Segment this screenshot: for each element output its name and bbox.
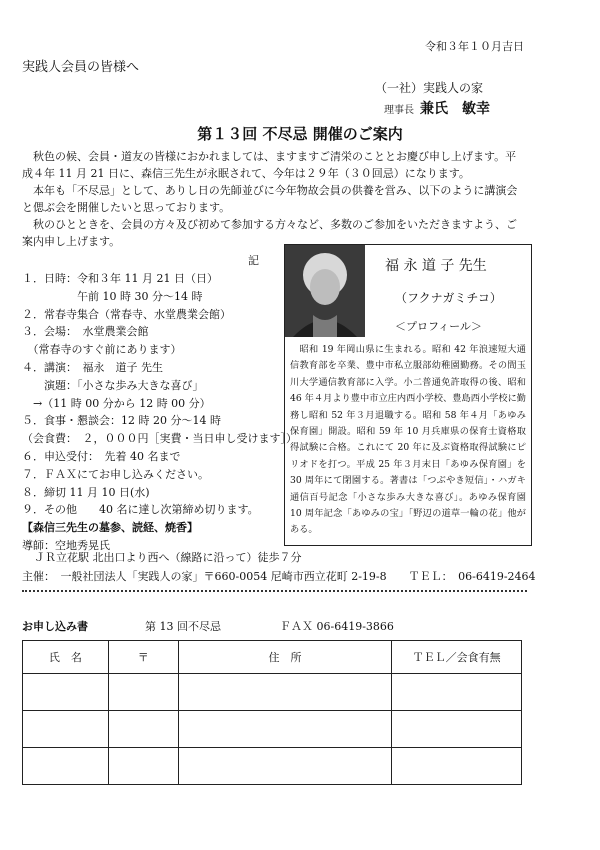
- address-cell[interactable]: [178, 748, 392, 785]
- postal-cell[interactable]: [108, 748, 178, 785]
- profile-label: ＜プロフィール＞: [395, 320, 482, 333]
- intro-text: 秋色の候、会員・道友の皆様におかれましては、ますますご清栄のこととお慶び申し上げます。平成４年 11 月 21 日に、森信三先生が永眠されて、今年は２９年（３０回忌）になります。 本年も「不尽忌」として、ありし日の先師並びに今年物故会員の供養を営み、以下のように講演会と偲ぶ会を開催したいと思っております。 秋のひとときを、会員の方々及び初めて参加する方々など、多数のご参加をいただきますよう、ご案内申し上げます。: [22, 150, 518, 248]
- detail-line: ９．その他 40 名に達し次第締め切ります。: [22, 503, 259, 517]
- detail-line: ３．会場： 水堂農業会館: [22, 325, 149, 339]
- detail-line: （会食費： ２，０００円［実費・当日申し受けます］）: [22, 432, 297, 446]
- detail-line: １．日時：令和３年 11 月 21 日（日）: [22, 272, 218, 285]
- detail-line: ２．常春寺集合（常春寺、水堂農業会館）: [22, 307, 231, 321]
- page-title: 第１３回 不尽忌 開催のご案内: [197, 125, 403, 143]
- tel-cell[interactable]: [392, 748, 522, 785]
- form-fax: ＦＡＸ 06-6419-3866: [280, 620, 394, 633]
- cut-line: [22, 590, 527, 592]
- detail-line: （常春寺のすぐ前にあります）: [22, 343, 182, 357]
- detail-line: ４．講演： 福永 道子 先生: [22, 360, 163, 374]
- details-list: [22, 270, 297, 555]
- access-info: ＪＲ立花駅 北出口より西へ（線路に沿って）徒歩７分: [34, 551, 302, 564]
- table-row: [23, 748, 522, 785]
- detail-line: 演題：「小さな歩み大きな喜び」: [22, 378, 204, 392]
- recipient: 実践人会員の皆様へ: [22, 60, 140, 75]
- detail-line: 【森信三先生の墓参、読経、焼香】: [22, 521, 198, 535]
- form-heading: お申し込み書: [22, 620, 88, 633]
- host-info: 主催： 一般社団法人「実践人の家」〒660-0054 尼崎市西立花町 2-19-8 ＴＥＬ： 06-6419-2464: [22, 570, 536, 583]
- chair-name: 兼氏 敏幸: [420, 101, 490, 117]
- organization: （一社）実践人の家: [375, 81, 484, 95]
- column-header: 氏 名: [23, 641, 109, 674]
- detail-line: 午前 10 時 30 分～14 時: [22, 289, 203, 303]
- speaker-photo: [285, 245, 365, 337]
- table-row: [23, 711, 522, 748]
- name-cell[interactable]: [23, 748, 109, 785]
- column-header: 住 所: [178, 641, 392, 674]
- address-cell[interactable]: [178, 674, 392, 711]
- detail-line: →（11 時 00 分から 12 時 00 分）: [22, 396, 211, 410]
- table-header-row: [23, 641, 522, 674]
- application-table: [22, 640, 522, 785]
- tel-cell[interactable]: [392, 711, 522, 748]
- speaker-bio: 昭和 19 年岡山県に生まれる。昭和 42 年浪速短大通信教育部を卒業、豊中市私立服部幼稚園勤務。その間玉川大学通信教育部に入学。小二普通免許取得の後、昭和 46 年４月より豊中市立庄内西小学校、豊島西小学校に勤務し昭和 52 年３月退職する。昭和 58 年４月「あゆみ保育園」開設。昭和 59 年 10 月兵庫県の保育士資格取得試験に合格。これにて 20 年に及ぶ資格取得試験にピリオドを打つ。平成 25 年３月末日「あゆみ保育園」を 30 周年にて閉園する。著書は「つぶやき短信」・ハガキ通信百号記念「小さな歩み大きな喜び」。あゆみ保育園 10 周年記念「あゆみの宝」「野辺の道草一輪の花」他がある。: [290, 344, 526, 536]
- speaker-name: 福 永 道 子 先生: [385, 258, 487, 274]
- chair-title: 理事長: [384, 105, 414, 116]
- address-cell[interactable]: [178, 711, 392, 748]
- column-header: 〒: [108, 641, 178, 674]
- issue-date: 令和３年１０月吉日: [425, 40, 524, 53]
- form-event: 第 13 回不尽忌: [145, 620, 221, 633]
- speaker-kana: （フクナガミチコ）: [395, 291, 502, 305]
- tel-cell[interactable]: [392, 674, 522, 711]
- detail-line: 導師：空地秀晃氏: [22, 538, 110, 552]
- detail-line: ６．申込受付： 先着 40 名まで: [22, 449, 181, 463]
- name-cell[interactable]: [23, 711, 109, 748]
- postal-cell[interactable]: [108, 711, 178, 748]
- name-cell[interactable]: [23, 674, 109, 711]
- postal-cell[interactable]: [108, 674, 178, 711]
- detail-line: ８．締切 11 月 10 日(水): [22, 485, 150, 499]
- table-row: [23, 674, 522, 711]
- column-header: ＴＥＬ／会食有無: [392, 641, 522, 674]
- detail-line: ７．ＦＡＸにてお申し込みください。: [22, 467, 209, 481]
- ki-mark: 記: [248, 254, 259, 267]
- detail-line: ５．食事・懇談会：12 時 20 分～14 時: [22, 414, 221, 428]
